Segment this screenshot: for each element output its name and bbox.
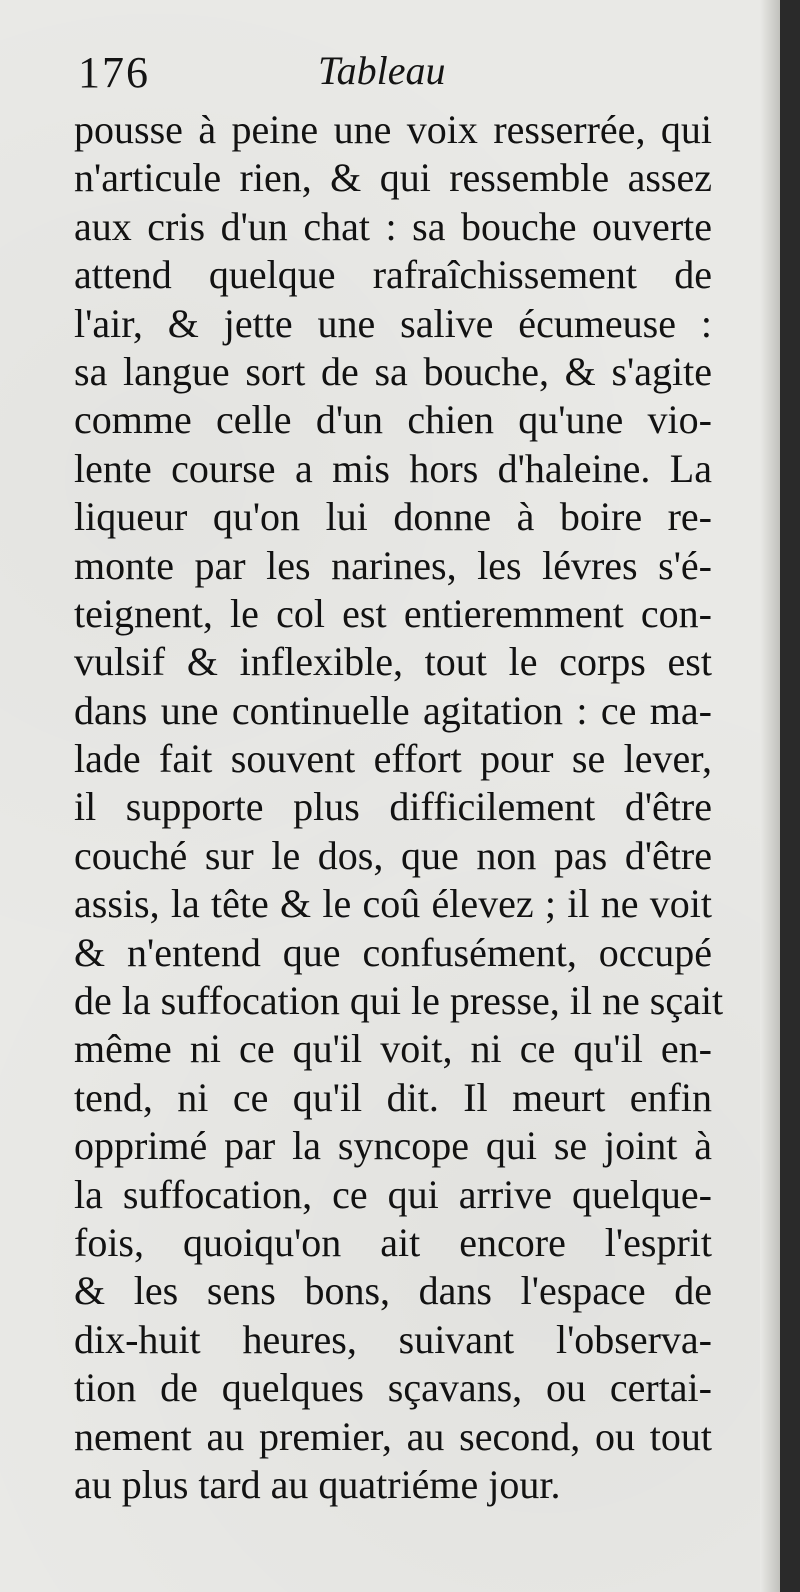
running-head: Tableau: [318, 48, 446, 93]
text-line: la suffocation, ce qui arrive quelque-: [74, 1171, 712, 1217]
text-line: sa langue sort de sa bouche, & s'agite: [74, 348, 712, 394]
text-line: pousse à peine une voix resserrée, qui: [74, 107, 712, 152]
text-line: l'air, & jette une salive écumeuse :: [74, 300, 712, 346]
text-line: même ni ce qu'il voit, ni ce qu'il en-: [74, 1026, 712, 1072]
text-line: vulsif & inflexible, tout le corps est: [74, 639, 712, 685]
text-line: au plus tard au quatriéme jour.: [74, 1461, 561, 1507]
text-line: n'articule rien, & qui ressemble assez: [74, 155, 712, 201]
text-line: nement au premier, au second, ou tout: [74, 1413, 712, 1459]
text-line: fois, quoiqu'on ait encore l'esprit: [74, 1219, 712, 1265]
text-line: lente course a mis hors d'haleine. La: [74, 445, 712, 491]
page-header: [78, 38, 718, 98]
text-line: assis, la tête & le coû élevez ; il ne voit: [74, 881, 712, 927]
text-line: teignent, le col est entieremment con-: [74, 590, 712, 636]
text-line: couché sur le dos, que non pas d'être: [74, 832, 712, 878]
text-line: aux cris d'un chat : sa bouche ouverte: [74, 203, 712, 249]
text-line: liqueur qu'on lui donne à boire re-: [74, 494, 712, 540]
text-line: & les sens bons, dans l'espace de: [74, 1268, 712, 1314]
text-line: attend quelque rafraîchissement de: [74, 252, 712, 298]
text-line: tend, ni ce qu'il dit. Il meurt enfin: [74, 1074, 712, 1120]
page-edge-shadow: [760, 0, 780, 1592]
text-line: de la suffocation qui le presse, il ne sçait: [74, 978, 724, 1024]
text-line: lade fait souvent effort pour se lever,: [74, 736, 712, 782]
text-line: monte par les narines, les lévres s'é-: [74, 542, 712, 588]
page-number: 176: [78, 48, 150, 97]
text-line: il supporte plus difficilement d'être: [74, 784, 712, 830]
body-text: [74, 106, 724, 1509]
text-line: dans une continuelle agitation : ce ma-: [74, 687, 712, 733]
text-line: tion de quelques sçavans, ou certai-: [74, 1365, 712, 1411]
text-line: opprimé par la syncope qui se joint à: [74, 1123, 712, 1169]
text-line: & n'entend que confusément, occupé: [74, 929, 712, 975]
text-line: dix-huit heures, suivant l'observa-: [74, 1316, 712, 1362]
text-line: comme celle d'un chien qu'une vio-: [74, 397, 712, 443]
